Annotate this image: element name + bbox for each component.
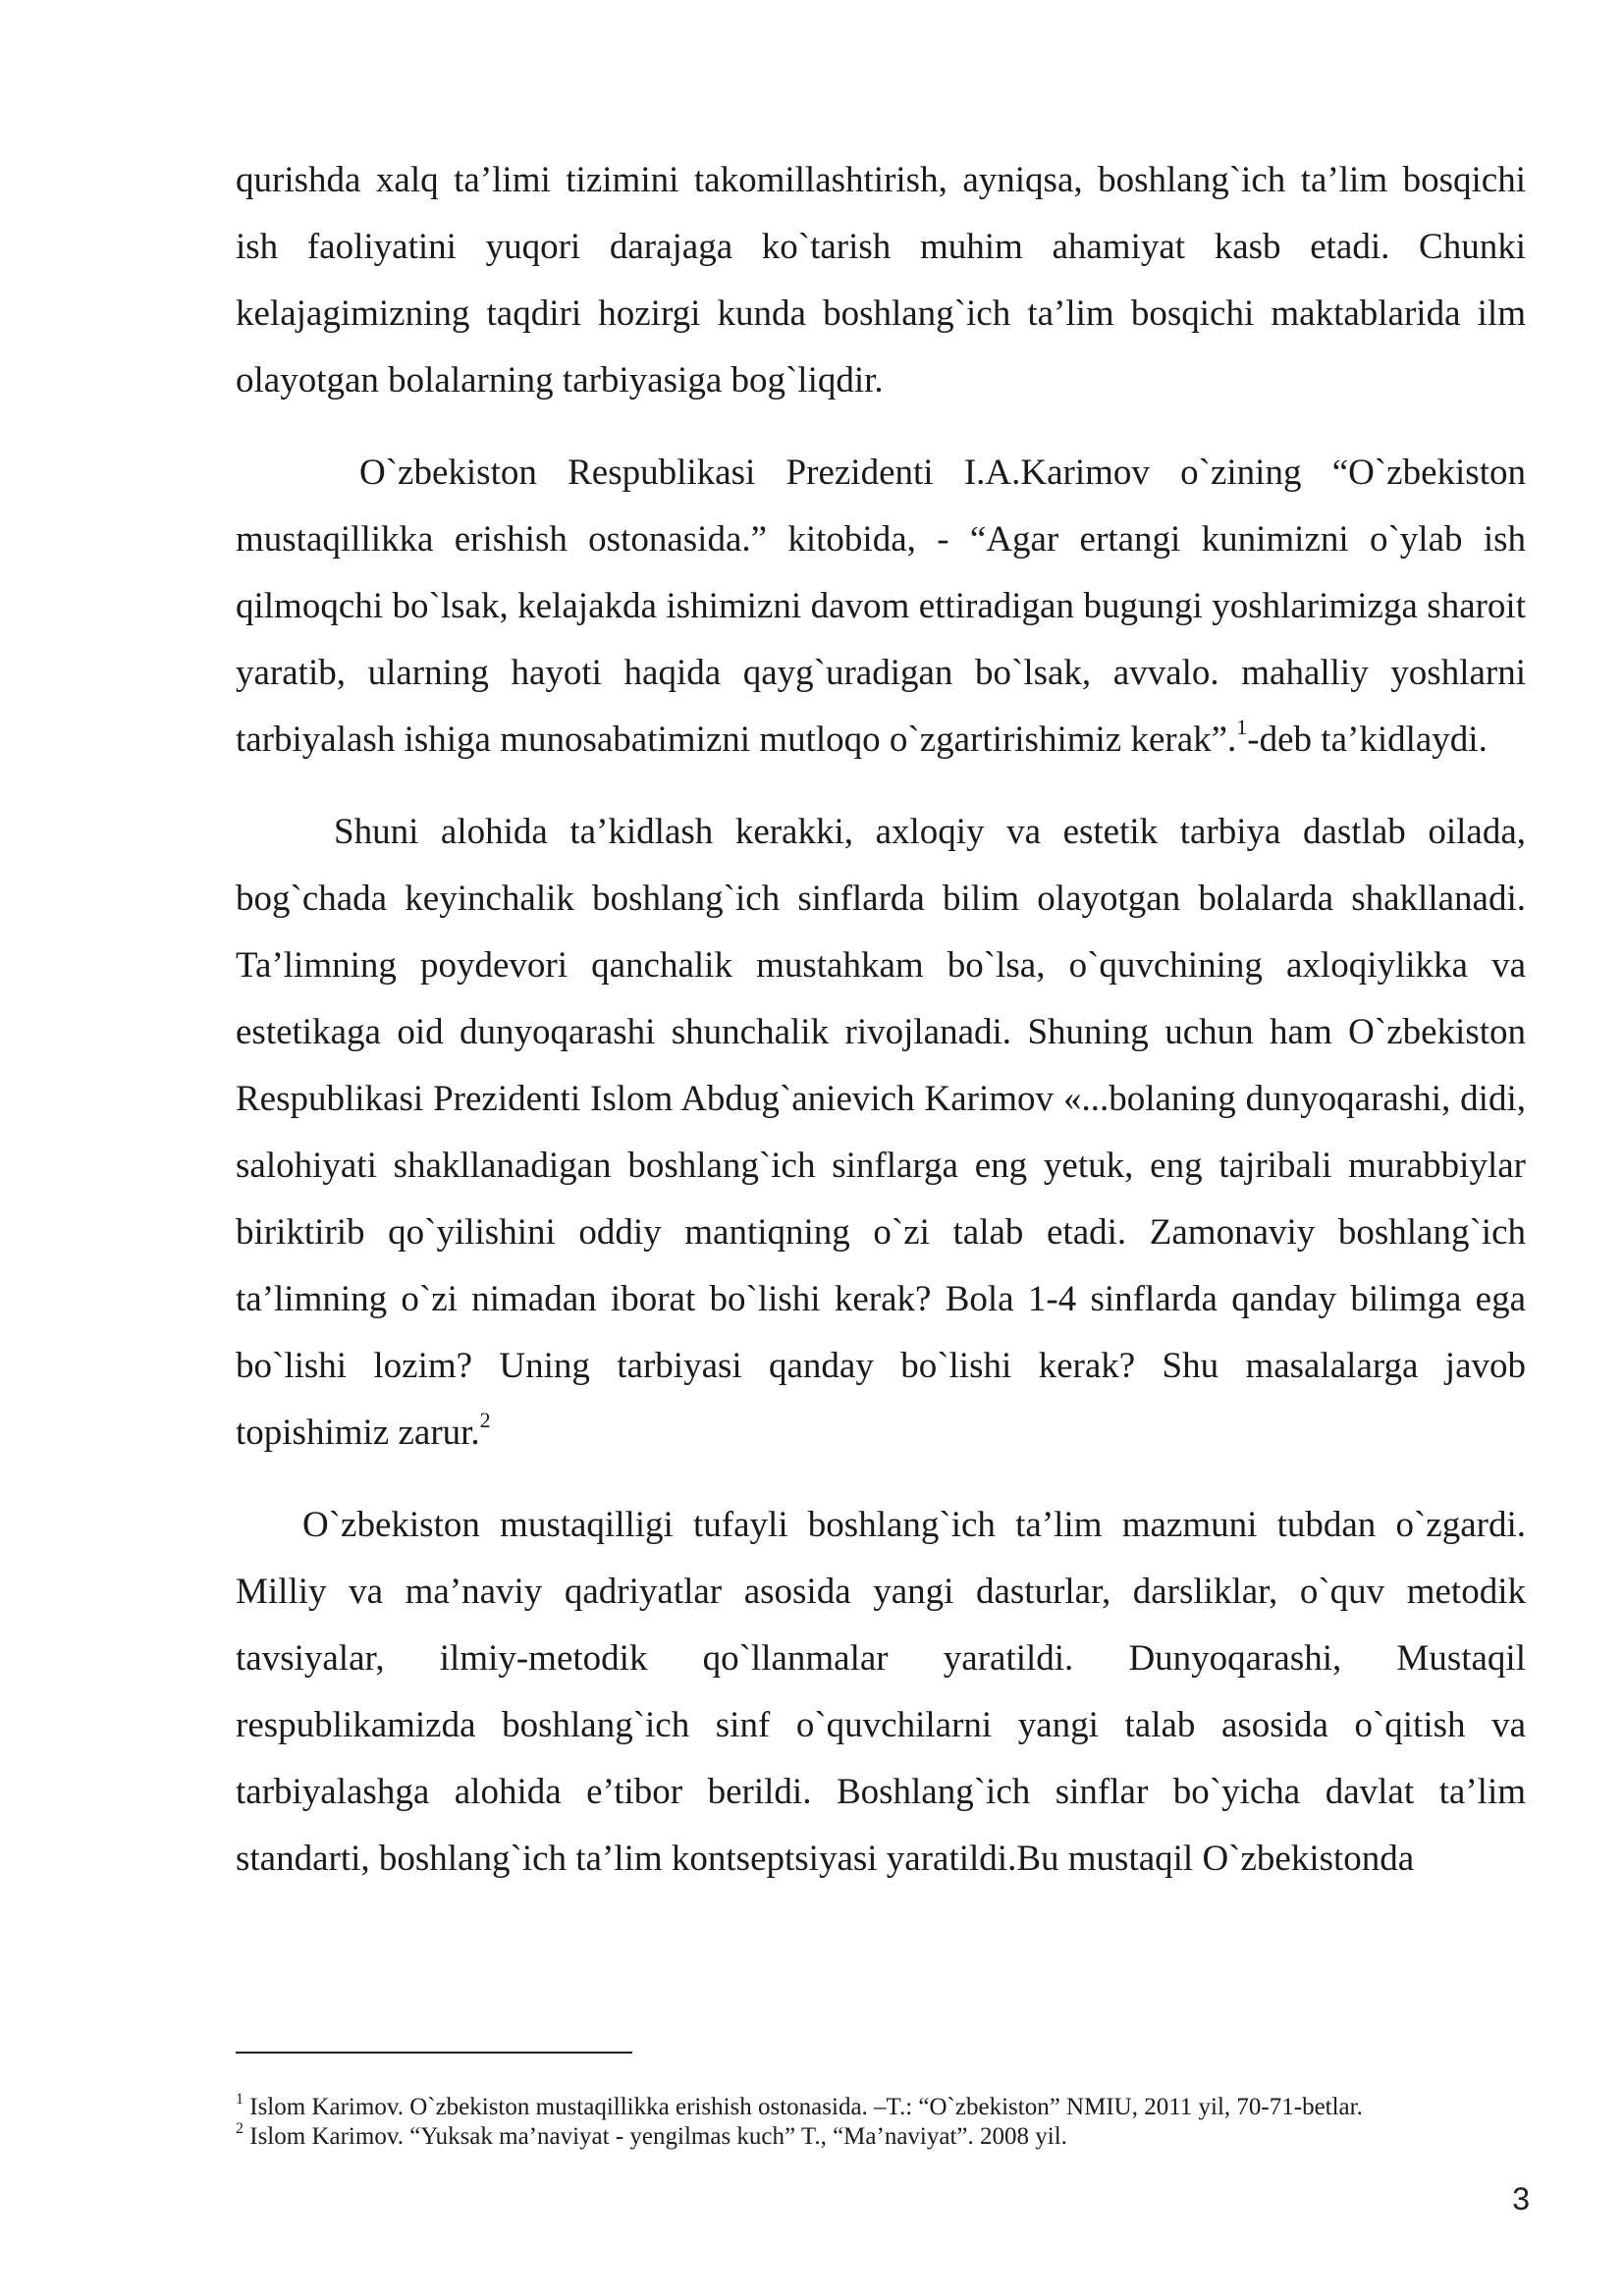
footnote-1-text: Islom Karimov. O`zbekiston mustaqillikka erishish ostonasida. –T.: “O`zbekiston” NMIU, 2011 yil, 70-71-betlar. (249, 2094, 1363, 2120)
footnote-2 (236, 2119, 1571, 2152)
footnote-1-number: 1 (236, 2090, 244, 2108)
paragraph-1-text: qurishda xalq ta’limi tizimini takomillashtirish, ayniqsa, boshlang`ich ta’lim bosqichi ish faoliyatini yuqori darajaga ko`tarish muhim ahamiyat kasb etadi. Chunki kelajagimizning taqdiri hozirgi kunda boshlang`ich ta’lim bosqichi maktablarida ilm olayotgan bolalarning tarbiyasiga bog`liqdir. (236, 160, 1526, 400)
paragraph-4-text: O`zbekiston mustaqilligi tufayli boshlang`ich ta’lim mazmuni tubdan o`zgardi. Milliy va ma’naviy qadriyatlar asosida yangi dasturlar, darsliklar, o`quv metodik tavsiyalar, ilmiy-metodik qo`llanmalar yaratildi. Dunyoqarashi, Mustaqil respublikamizda boshlang`ich sinf o`quvchilarni yangi talab asosida o`qitish va tarbiyalashga alohida e’tibor berildi. Boshlang`ich sinflar bo`yicha davlat ta’lim standarti, boshlang`ich ta’lim kontseptsiyasi yaratildi.Bu mustaqil O`zbekistonda (236, 1505, 1526, 1879)
main-text (236, 147, 1526, 1918)
footnote-2-text: Islom Karimov. “Yuksak ma’naviyat - yengilmas kuch” T., “Ma’naviyat”. 2008 yil. (249, 2123, 1067, 2150)
paragraph-2-text-a: O`zbekiston Respublikasi Prezidenti I.A.Karimov o`zining “O`zbekiston mustaqillikka erishish ostonasida.” kitobida, - “Agar ertangi kunimizni o`ylab ish qilmoqchi bo`lsak, kelajakda ishimizni davom ettiradigan bugungi yoshlarimizga sharoit yaratib, ularning hayoti haqida qayg`uradigan bo`lsak, avvalo. mahalliy yoshlarni tarbiyalash ishiga munosabatimizni mutloqo o`zgartirishimiz kerak”. (236, 453, 1526, 760)
paragraph-3 (236, 799, 1526, 1467)
footnote-1 (236, 2090, 1571, 2122)
footnotes (236, 2090, 1571, 2152)
page-number: 3 (1512, 2181, 1530, 2216)
paragraph-3-text: Shuni alohida ta’kidlash kerakki, axloqiy va estetik tarbiya dastlab oilada, bog`chada keyinchalik boshlang`ich sinflarda bilim olayotgan bolalarda shakllanadi. Ta’limning poydevori qanchalik mustahkam bo`lsa, o`quvchining axloqiylikka va estetikaga oid dunyoqarashi shunchalik rivojlanadi. Shuning uchun ham O`zbekiston Respublikasi Prezidenti Islom Abdug`anievich Karimov «...bolaning dunyoqarashi, didi, salohiyati shakllanadigan boshlang`ich sinflarga eng yetuk, eng tajribali murabbiylar biriktirib qo`yilishini oddiy mantiqning o`zi talab etadi. Zamonaviy boshlang`ich ta’limning o`zi nimadan iborat bo`lishi kerak? Bola 1-4 sinflarda qanday bilimga ega bo`lishi lozim? Uning tarbiyasi qanday bo`lishi kerak? Shu masalalarga javob topishimiz zarur. (236, 812, 1526, 1453)
footnote-2-number: 2 (236, 2119, 244, 2137)
footnote-ref-2[interactable]: 2 (479, 1407, 491, 1432)
paragraph-1 (236, 147, 1526, 414)
footnote-ref-1[interactable]: 1 (1236, 714, 1248, 739)
paragraph-2-text-b: -deb ta’kidlaydi. (1247, 720, 1488, 760)
paragraph-2 (236, 440, 1526, 774)
paragraph-4 (236, 1492, 1526, 1893)
footnote-separator (236, 2052, 632, 2054)
